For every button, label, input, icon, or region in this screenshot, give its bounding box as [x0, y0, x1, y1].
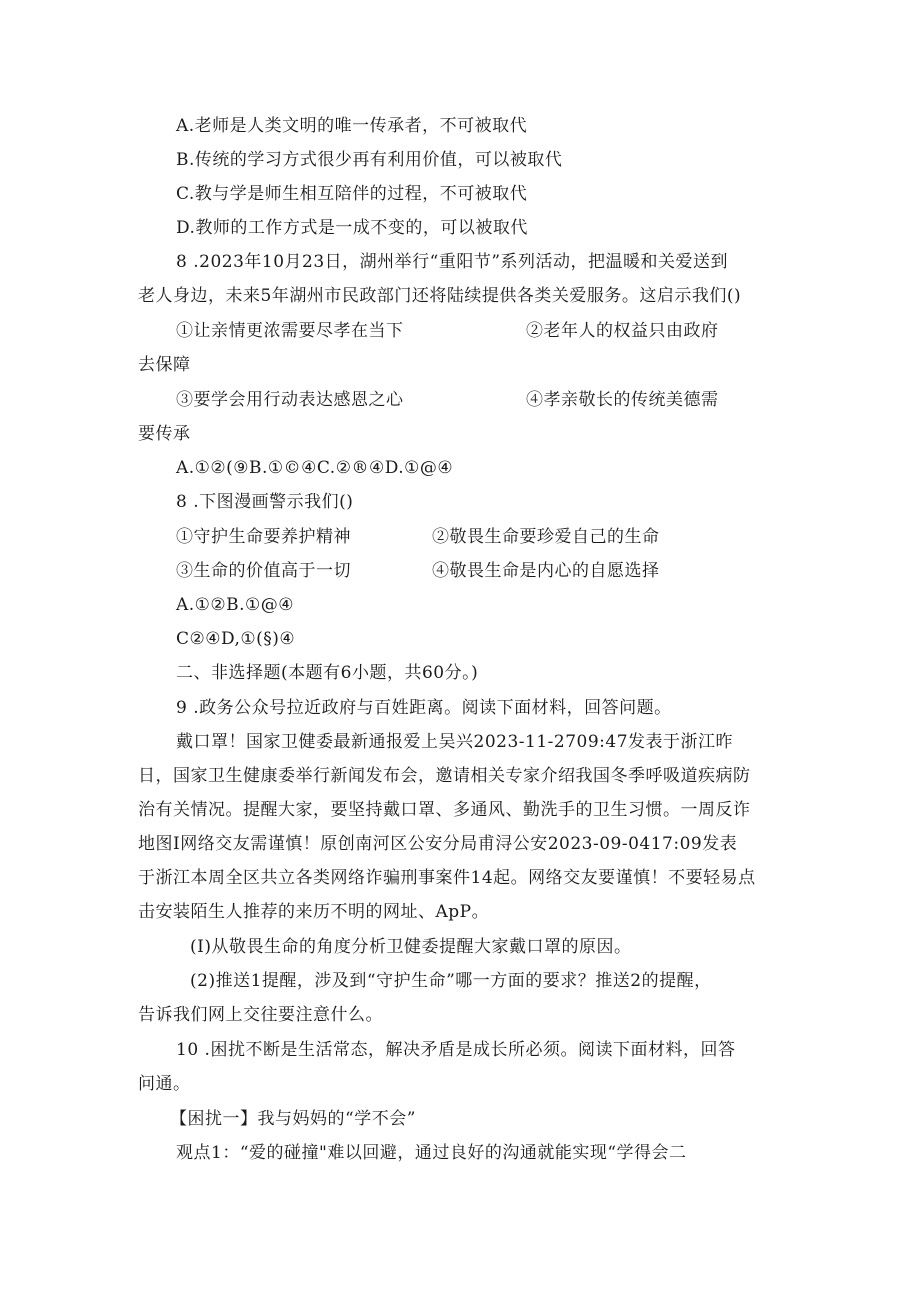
q9-material-line: 地图I网络交友需谨慎！原创南河区公安分局甫浔公安2023-09-0417:09发表: [138, 834, 738, 854]
q9-material-line: 治有关情况。提醒大家，要坚持戴口罩、多通风、勤洗手的卫生习惯。一周反诈: [138, 800, 751, 820]
q8a-item-1: ①让亲情更浓需要尽孝在当下: [176, 321, 404, 341]
q8b-item-4: ④敬畏生命是内心的自愿选择: [432, 561, 660, 581]
q10-stem-line2: 问通。: [138, 1074, 191, 1094]
q10-viewpoint-1: 观点1：“爱的碰撞"难以回避，通过良好的沟通就能实现“学得会二: [176, 1143, 687, 1163]
q8b-item-1: ①守护生命要养护精神: [176, 527, 351, 547]
q8b-options-line2: C②④D,①(§)④: [176, 629, 296, 649]
q8a-item-4: ④孝亲敬长的传统美德需: [526, 390, 719, 410]
q10-stem-line1: 10 .困扰不断是生活常态，解决矛盾是成长所必须。阅读下面材料，回答: [176, 1040, 736, 1060]
q9-material-line: 戴口罩！国家卫健委最新通报爱上吴兴2023-11-2709:47发表于浙江昨: [176, 732, 734, 752]
q9-subquestion-2-line2: 告诉我们网上交往要注意什么。: [138, 1005, 383, 1025]
q8a-stem-line1: 8 .2023年10月23日，湖州举行“重阳节”系列活动，把温暖和关爱送到: [176, 252, 729, 272]
q8a-item-3: ③要学会用行动表达感恩之心: [176, 390, 404, 410]
q9-stem: 9 .政务公众号拉近政府与百姓距离。阅读下面材料，回答问题。: [176, 698, 672, 718]
q8a-stem-line2: 老人身边，未来5年湖州市民政部门还将陆续提供各类关爱服务。这启示我们(): [138, 286, 742, 306]
q9-material-line: 击安装陌生人推荐的来历不明的网址、ApP。: [138, 902, 490, 922]
q7-option-c: C.教与学是师生相互陪伴的过程，不可被取代: [176, 184, 528, 204]
q8b-options-line1: A.①②B.①@④: [176, 595, 295, 615]
q9-material-line: 于浙江本周全区共立各类网络诈骗刑事案件14起。网络交友要谨慎！不要轻易点: [138, 868, 756, 888]
q8a-item-2: ②老年人的权益只由政府: [526, 321, 719, 341]
section-heading: 二、非选择题(本题有6小题，共60分。): [176, 663, 479, 683]
q8b-item-3: ③生命的价值高于一切: [176, 561, 351, 581]
q7-option-b: B.传统的学习方式很少再有利用价值，可以被取代: [176, 150, 563, 170]
q9-subquestion-2-line1: (2)推送1提醒，涉及到“守护生命”哪一方面的要求？推送2的提醒，: [190, 971, 712, 991]
q8b-stem: 8 .下图漫画警示我们(): [176, 492, 354, 512]
q8a-options: A.①②(⑨B.①©④C.②®④D.①@④: [176, 458, 454, 478]
q8a-item-2-cont: 去保障: [138, 355, 191, 375]
q8a-item-4-cont: 要传承: [138, 424, 191, 444]
q9-material-line: 日，国家卫生健康委举行新闻发布会，邀请相关专家介绍我国冬季呼吸道疾病防: [138, 766, 751, 786]
q7-option-a: A.老师是人类文明的唯一传承者，不可被取代: [176, 116, 528, 136]
q10-trouble-1-heading: 【困扰一】我与妈妈的“学不会”: [170, 1109, 416, 1129]
q9-subquestion-1: (I)从敬畏生命的角度分析卫健委提醒大家戴口罩的原因。: [190, 937, 632, 957]
q7-option-d: D.教师的工作方式是一成不变的，可以被取代: [176, 218, 528, 238]
q8b-item-2: ②敬畏生命要珍爱自己的生命: [432, 527, 660, 547]
